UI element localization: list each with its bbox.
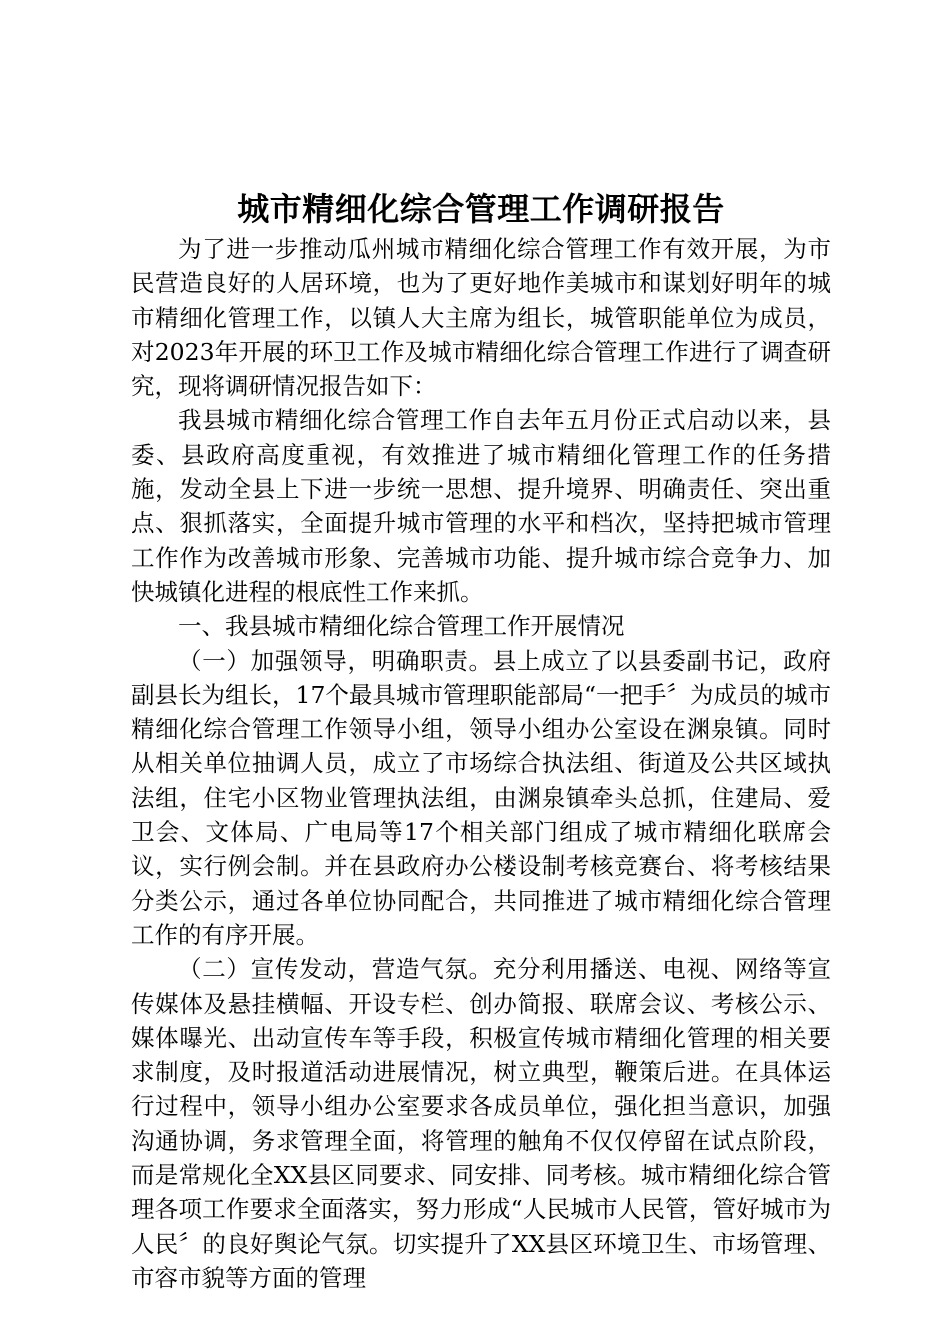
document-title: 城市精细化综合管理工作调研报告 xyxy=(237,190,725,228)
paragraph-leadership: （一）加强领导，明确职责。县上成立了以县委副书记，政府副县长为组长，17个最具城市管理职能部局“一把手〞为成员的城市精细化综合管理工作领导小组，领导小组办公室设在渊泉镇。同时从相关单位抽调人员，成立了市场综合执法组、街道及公共区域执法组，住宅小区物业管理执法组，由渊泉镇牵头总抓，住建局、爱卫会、文体局、广电局等17个相关部门组成了城市精细化联席会议，实行例会制。并在县政府办公楼设制考核竞赛台、将考核结果分类公示，通过各单位协同配合，共同推进了城市精细化综合管理工作的有序开展。 xyxy=(131,646,831,949)
paragraph-overview: 我县城市精细化综合管理工作自去年五月份正式启动以来，县委、县政府高度重视，有效推进了城市精细化管理工作的任务措施，发动全县上下进一步统一思想、提升境界、明确责任、突出重点、狠抓落实，全面提升城市管理的水平和档次，坚持把城市管理工作作为改善城市形象、完善城市功能、提升城市综合竞争力、加快城镇化进程的根底性工作来抓。 xyxy=(131,406,831,606)
paragraph-intro: 为了进一步推动瓜州城市精细化综合管理工作有效开展，为市民营造良好的人居环境，也为了更好地作美城市和谋划好明年的城市精细化管理工作，以镇人大主席为组长，城管职能单位为成员，对2023年开展的环卫工作及城市精细化综合管理工作进行了调查研究，现将调研情况报告如下： xyxy=(131,235,831,401)
section-heading-1: 一、我县城市精细化综合管理工作开展情况 xyxy=(178,612,625,641)
document-page xyxy=(131,186,831,1295)
paragraph-publicity: （二）宣传发动，营造气氛。充分利用播送、电视、网络等宣传媒体及悬挂横幅、开设专栏、创办简报、联席会议、考核公示、媒体曝光、出动宣传车等手段，积极宣传城市精细化管理的相关要求制度，及时报道活动进展情况，树立典型，鞭策后进。在具体运行过程中，领导小组办公室要求各成员单位，强化担当意识，加强沟通协调，务求管理全面，将管理的触角不仅仅停留在试点阶段，而是常规化全XX县区同要求、同安排、同考核。城市精细化综合管理各项工作要求全面落实，努力形成“人民城市人民管，管好城市为人民〞的良好舆论气氛。切实提升了XX县区环境卫生、市场管理、市容市貌等方面的管理 xyxy=(131,955,831,1292)
